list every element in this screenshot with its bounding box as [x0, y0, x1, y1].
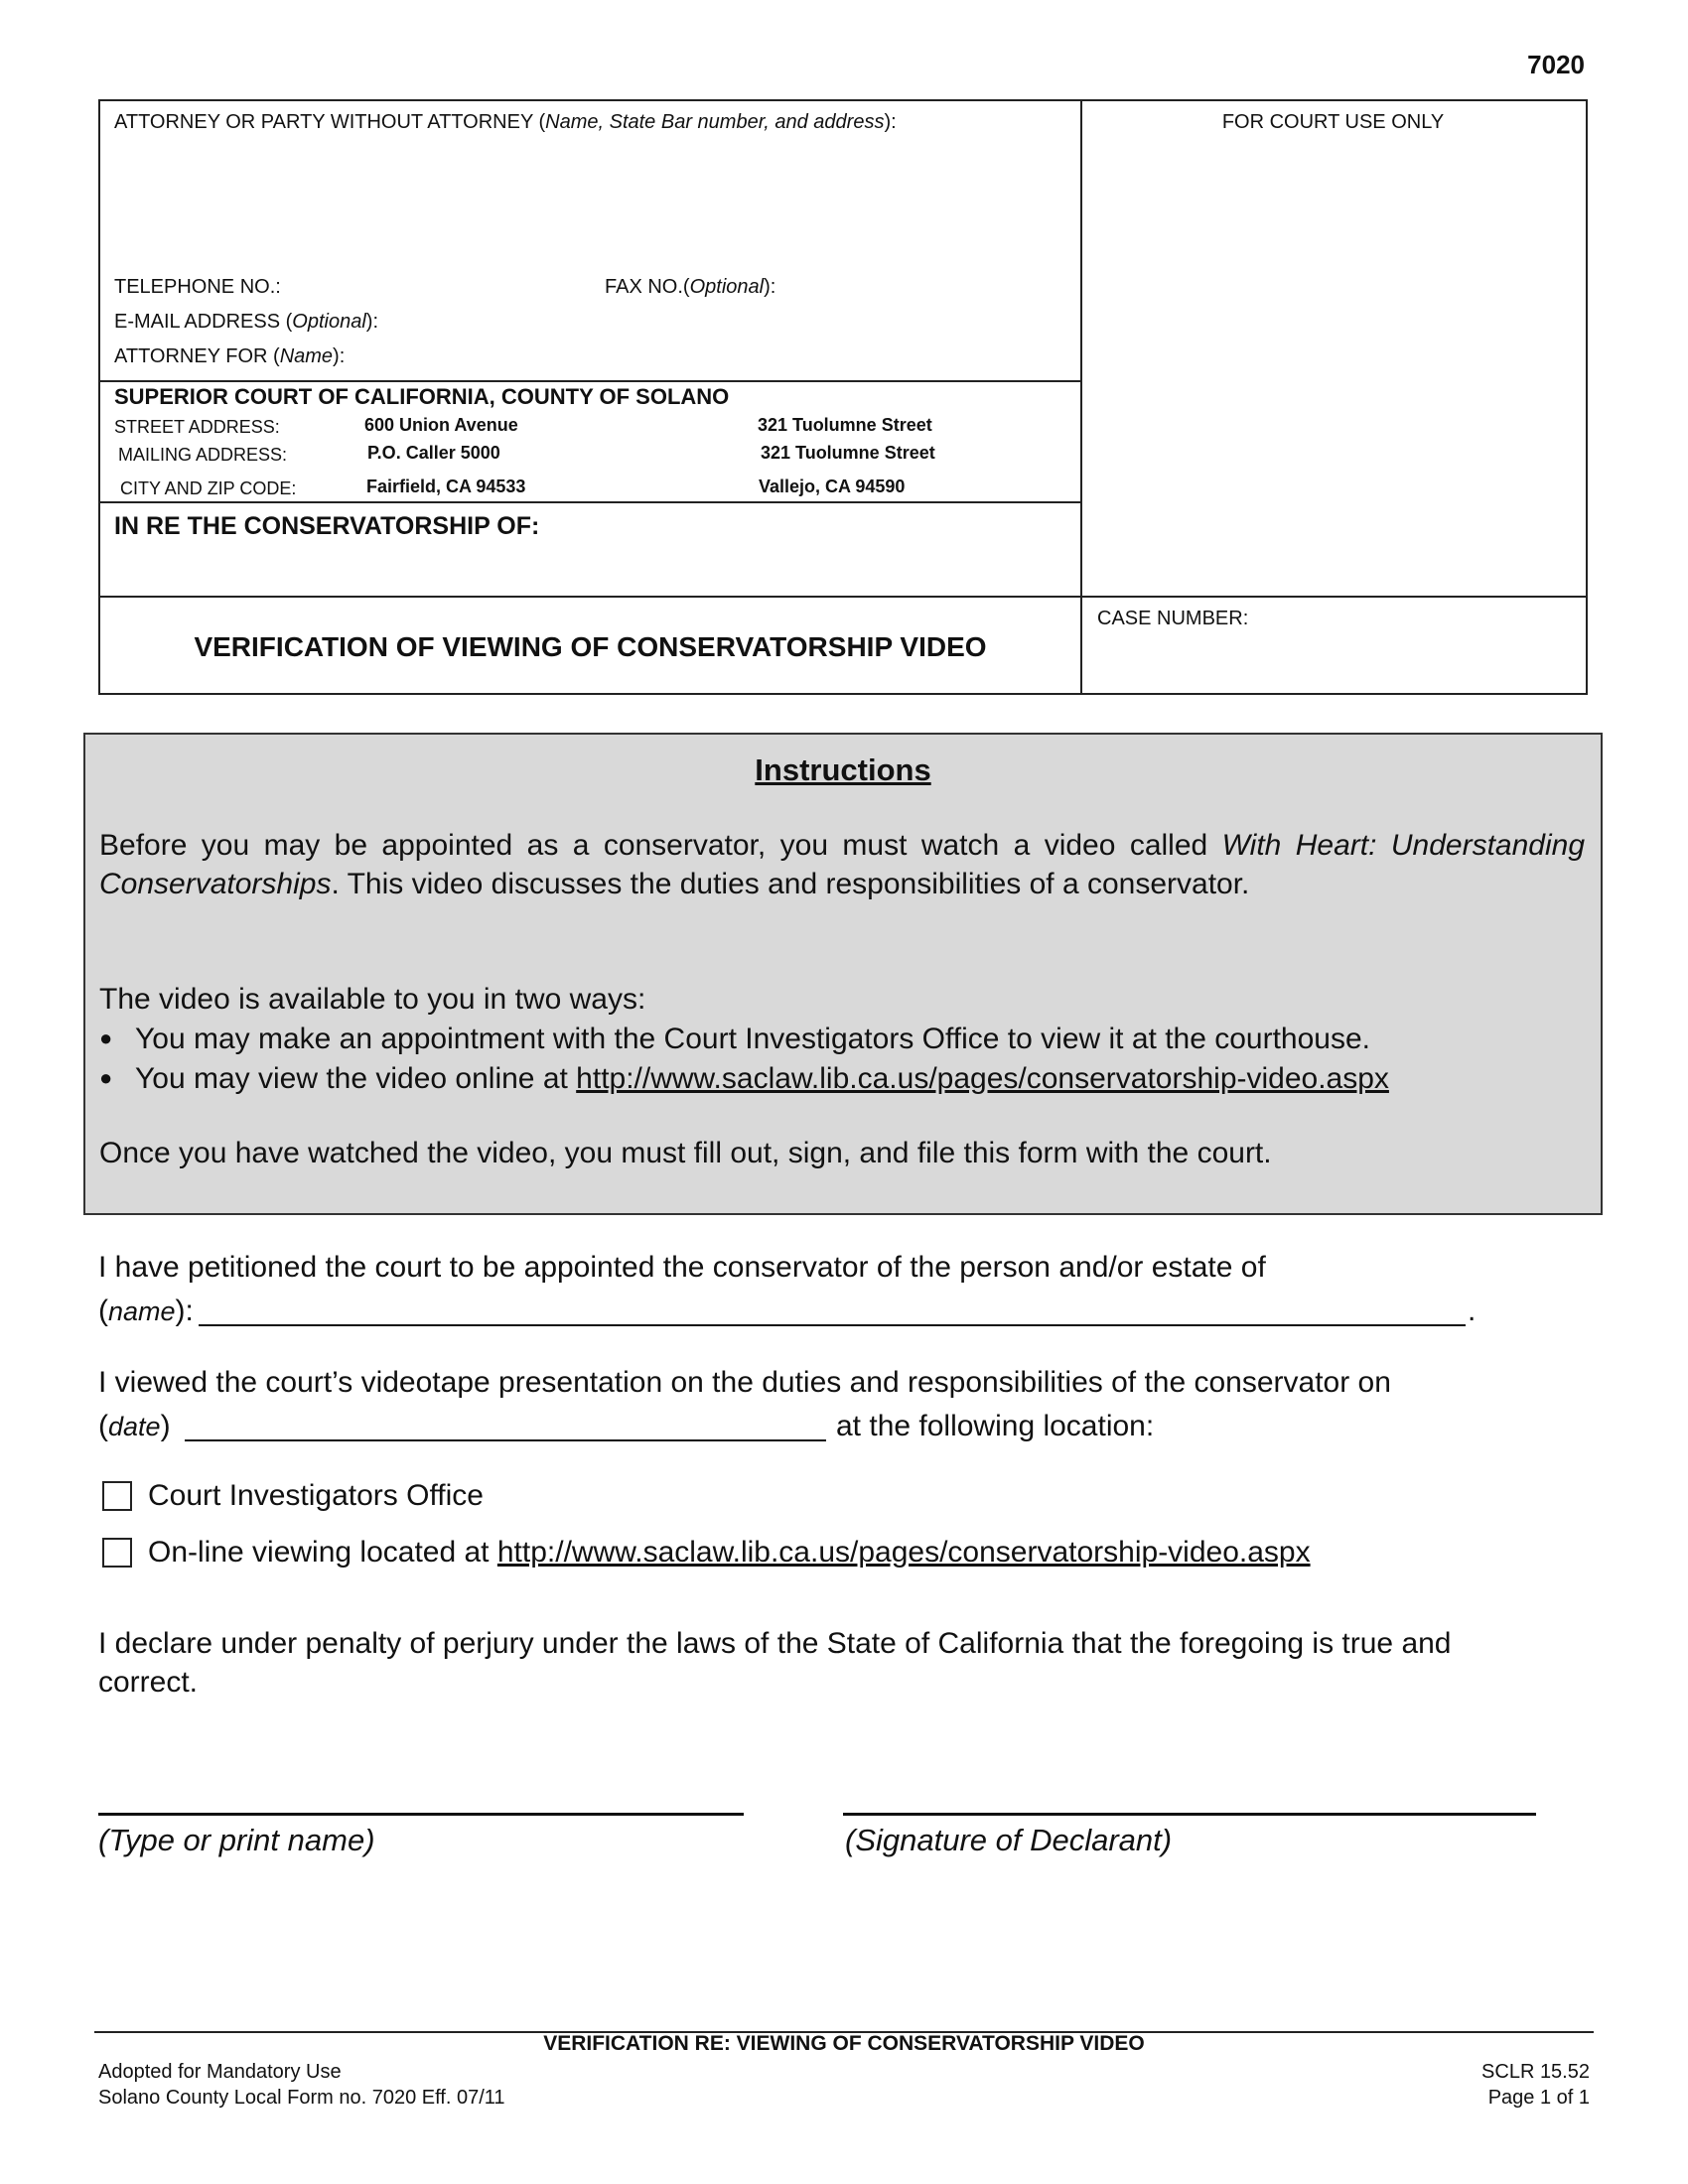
location-text: at the following location: — [836, 1410, 1155, 1442]
instructions-title: Instructions — [755, 752, 931, 787]
court-investigators-option: Court Investigators Office — [148, 1479, 484, 1512]
instructions-paragraph-1: Before you may be appointed as a conservator, you must watch a video called With Heart: Understanding Conservatorships. This video discusses the duties and responsibilities of a conservator. — [99, 829, 1586, 900]
court-use-label: FOR COURT USE ONLY — [1221, 111, 1445, 133]
petition-statement: I have petitioned the court to be appointed the conservator of the person and/or estate of — [98, 1251, 1266, 1284]
viewed-statement: I viewed the court’s videotape presentation on the duties and responsibilities of the conservator on — [98, 1366, 1391, 1399]
declaration-text: I declare under penalty of perjury under the laws of the State of California that the foregoing is true and correct. — [98, 1627, 1452, 1699]
case-number-label: CASE NUMBER: — [1097, 608, 1249, 629]
instructions-paragraph-3: Once you have watched the video, you must fill out, sign, and file this form with the court. — [99, 1137, 1272, 1169]
divider-in-re — [100, 501, 1080, 503]
divider-court — [100, 380, 1080, 382]
vallejo-street: 321 Tuolumne Street — [758, 415, 932, 435]
footer-adopted: Adopted for Mandatory Use — [98, 2061, 342, 2083]
conservatee-name-field[interactable] — [199, 1324, 1466, 1326]
in-re-label: IN RE THE CONSERVATORSHIP OF: — [114, 512, 540, 540]
signature-line[interactable] — [843, 1813, 1536, 1816]
form-title: VERIFICATION OF VIEWING OF CONSERVATORSHIP VIDEO — [194, 631, 987, 662]
bullet-icon: ● — [99, 1025, 113, 1050]
attorney-label: ATTORNEY OR PARTY WITHOUT ATTORNEY (Name, State Bar number, and address): — [114, 111, 897, 133]
online-viewing-checkbox[interactable] — [102, 1538, 132, 1568]
print-name-line[interactable] — [98, 1813, 744, 1816]
email-label: E-MAIL ADDRESS (Optional): — [114, 311, 379, 333]
street-address-label: STREET ADDRESS: — [114, 417, 280, 437]
fairfield-city: Fairfield, CA 94533 — [366, 477, 526, 496]
caption-header — [98, 99, 1588, 695]
form-number: 7020 — [1527, 50, 1585, 79]
print-name-label: (Type or print name) — [98, 1823, 375, 1857]
footer-local-form: Solano County Local Form no. 7020 Eff. 07/11 — [98, 2087, 505, 2109]
video-link[interactable]: http://www.saclaw.lib.ca.us/pages/conservatorship-video.aspx — [576, 1062, 1389, 1095]
instructions-box — [83, 733, 1603, 1215]
fairfield-street: 600 Union Avenue — [364, 415, 518, 435]
footer-rule-number: SCLR 15.52 — [1481, 2061, 1590, 2083]
online-video-link[interactable]: http://www.saclaw.lib.ca.us/pages/conservatorship-video.aspx — [496, 1536, 1311, 1569]
footer-page-number: Page 1 of 1 — [1487, 2087, 1590, 2109]
attorney-for-label: ATTORNEY FOR (Name): — [114, 345, 346, 367]
vallejo-mailing: 321 Tuolumne Street — [761, 443, 935, 463]
fairfield-mailing: P.O. Caller 5000 — [367, 443, 500, 463]
vallejo-city: Vallejo, CA 94590 — [759, 477, 906, 496]
bullet-icon: ● — [99, 1065, 113, 1090]
telephone-label: TELEPHONE NO.: — [114, 276, 281, 298]
court-name: SUPERIOR COURT OF CALIFORNIA, COUNTY OF SOLANO — [114, 384, 730, 409]
divider-title — [100, 596, 1586, 598]
viewing-date-field[interactable] — [185, 1439, 826, 1441]
court-investigators-checkbox[interactable] — [102, 1481, 132, 1511]
header-divider — [1080, 101, 1082, 693]
instructions-paragraph-2: The video is available to you in two ways: — [99, 983, 646, 1016]
mailing-address-label: MAILING ADDRESS: — [118, 445, 288, 465]
footer-title: VERIFICATION RE: VIEWING OF CONSERVATORSHIP VIDEO — [543, 2032, 1145, 2055]
period: . — [1468, 1295, 1477, 1327]
date-label: (date) — [98, 1410, 171, 1442]
signature-label: (Signature of Declarant) — [845, 1823, 1173, 1857]
city-zip-label: CITY AND ZIP CODE: — [120, 478, 297, 498]
online-viewing-option: On-line viewing located at http://www.saclaw.lib.ca.us/pages/conservatorship-video.aspx — [148, 1536, 1311, 1569]
name-label: (name): — [98, 1295, 194, 1327]
instructions-bullet-1: ● You may make an appointment with the Court Investigators Office to view it at the courthouse. — [99, 1019, 1370, 1058]
instructions-bullet-2: ● You may view the video online at http://www.saclaw.lib.ca.us/pages/conservatorship-video.aspx — [99, 1058, 1389, 1098]
fax-label: FAX NO.(Optional): — [605, 276, 776, 298]
